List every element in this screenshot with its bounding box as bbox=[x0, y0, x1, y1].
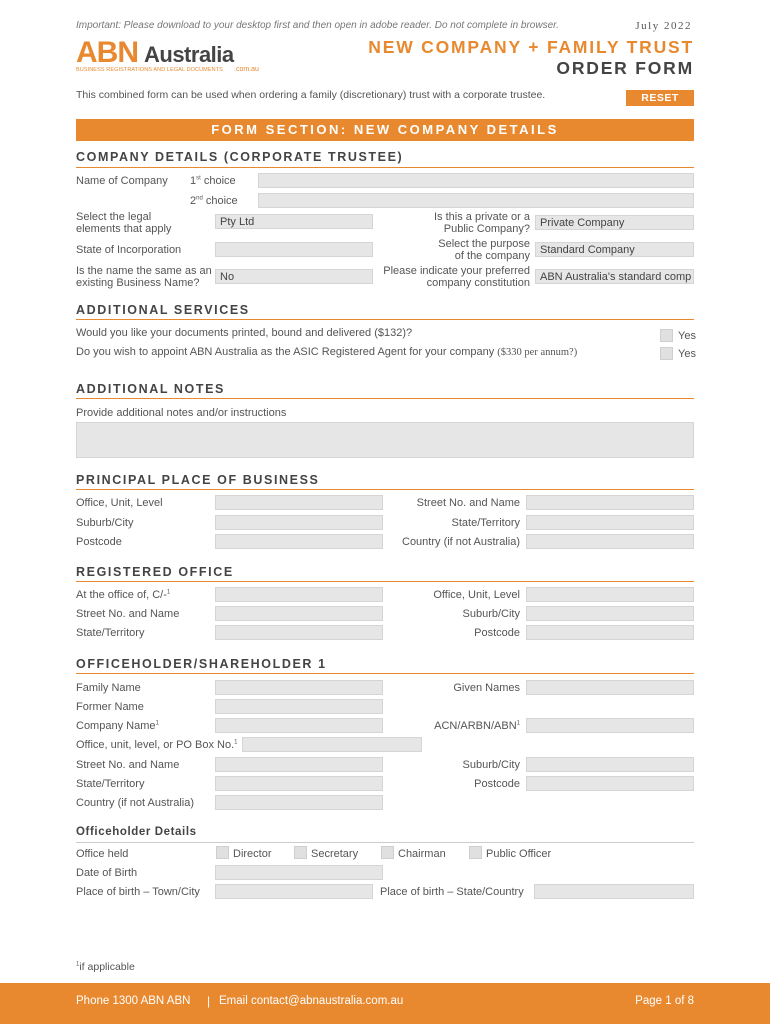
ppb-suburb-input[interactable] bbox=[215, 515, 383, 530]
ro-street-input[interactable] bbox=[215, 606, 383, 621]
logo bbox=[76, 38, 266, 76]
company-name-label: Name of Company bbox=[76, 175, 168, 187]
notes-textarea[interactable] bbox=[76, 422, 694, 458]
reset-button[interactable]: RESET bbox=[626, 90, 694, 106]
legal-elements-label: Select the legal elements that apply bbox=[76, 211, 172, 235]
ppb-suburb-label: Suburb/City bbox=[76, 517, 134, 529]
footnote: $^1$if applicable bbox=[76, 961, 135, 973]
asic-agent-yes: Yes bbox=[678, 348, 696, 360]
section-divider bbox=[76, 581, 694, 582]
same-name-label: Is the name the same as an existing Business Name? bbox=[76, 265, 212, 289]
purpose-label: Select the purpose of the company bbox=[438, 238, 530, 262]
private-public-select[interactable]: Private Company bbox=[535, 215, 694, 230]
oh-family-name-label: Family Name bbox=[76, 682, 141, 694]
ppb-country-input[interactable] bbox=[526, 534, 694, 549]
asic-agent-checkbox[interactable] bbox=[660, 347, 673, 360]
footer-email[interactable]: Email contact@abnaustralia.com.au bbox=[219, 995, 404, 1007]
ro-office-label: Office, Unit, Level bbox=[433, 589, 520, 601]
state-incorporation-label: State of Incorporation bbox=[76, 244, 182, 256]
oh-street-label: Street No. and Name bbox=[76, 759, 180, 771]
asic-agent-question: Do you wish to appoint ABN Australia as the ASIC Registered Agent for your company ($330 per annum?) bbox=[76, 346, 578, 358]
role-secretary-checkbox[interactable] bbox=[294, 846, 307, 859]
section-divider bbox=[76, 319, 694, 320]
company-name-choice2-input[interactable] bbox=[258, 193, 694, 208]
state-incorporation-select[interactable] bbox=[215, 242, 373, 257]
constitution-select[interactable]: ABN Australia's standard comp bbox=[535, 269, 694, 284]
birth-state-label: Place of birth – State/Country bbox=[380, 886, 524, 898]
ppb-office-label: Office, Unit, Level bbox=[76, 497, 163, 509]
ppb-state-input[interactable] bbox=[526, 515, 694, 530]
purpose-select[interactable]: Standard Company bbox=[535, 242, 694, 257]
oh-postcode-input[interactable] bbox=[526, 776, 694, 791]
form-title-line2: ORDER FORM bbox=[556, 58, 694, 78]
ro-at-office-label: At the office of, C/-$^1$ bbox=[76, 589, 171, 601]
birth-state-input[interactable] bbox=[534, 884, 694, 899]
section-divider bbox=[76, 398, 694, 399]
role-director-label: Director bbox=[233, 848, 272, 860]
additional-notes-heading: ADDITIONAL NOTES bbox=[76, 382, 225, 396]
ppb-postcode-label: Postcode bbox=[76, 536, 122, 548]
oh-former-name-label: Former Name bbox=[76, 701, 144, 713]
ppb-country-label: Country (if not Australia) bbox=[402, 536, 520, 548]
oh-acn-input[interactable] bbox=[526, 718, 694, 733]
same-name-select[interactable]: No bbox=[215, 269, 373, 284]
oh-country-label: Country (if not Australia) bbox=[76, 797, 194, 809]
print-bind-question: Would you like your documents printed, bound and delivered ($132)? bbox=[76, 327, 413, 339]
ro-state-label: State/Territory bbox=[76, 627, 145, 639]
oh-suburb-input[interactable] bbox=[526, 757, 694, 772]
role-chairman-checkbox[interactable] bbox=[381, 846, 394, 859]
intro-text: This combined form can be used when ordering a family (discretionary) trust with a corporate trustee. bbox=[76, 89, 546, 101]
section-divider bbox=[76, 167, 694, 168]
print-bind-yes: Yes bbox=[678, 330, 696, 342]
office-held-label: Office held bbox=[76, 848, 129, 860]
ro-state-input[interactable] bbox=[215, 625, 383, 640]
download-notice: Important: Please download to your desktop first and then open in adobe reader. Do not complete in browser. bbox=[76, 20, 559, 31]
oh-company-name-label: Company Name$^1$ bbox=[76, 720, 159, 732]
officeholder-heading: OFFICEHOLDER/SHAREHOLDER 1 bbox=[76, 657, 327, 671]
footer-page-number: Page 1 of 8 bbox=[635, 995, 694, 1007]
logo-abn: ABN bbox=[76, 36, 138, 69]
oh-given-names-label: Given Names bbox=[453, 682, 520, 694]
oh-office-input[interactable] bbox=[242, 737, 422, 752]
ro-street-label: Street No. and Name bbox=[76, 608, 180, 620]
choice1-label: 1st choice bbox=[190, 175, 236, 187]
ro-suburb-input[interactable] bbox=[526, 606, 694, 621]
role-public-officer-label: Public Officer bbox=[486, 848, 552, 860]
logo-australia: Australia bbox=[144, 42, 234, 67]
section-divider bbox=[76, 489, 694, 490]
oh-street-input[interactable] bbox=[215, 757, 383, 772]
ro-suburb-label: Suburb/City bbox=[462, 608, 520, 620]
oh-acn-label: ACN/ARBN/ABN$^1$ bbox=[434, 720, 520, 732]
oh-state-input[interactable] bbox=[215, 776, 383, 791]
ppb-office-input[interactable] bbox=[215, 495, 383, 510]
constitution-label: Please indicate your preferred company constitution bbox=[383, 265, 530, 289]
notes-label: Provide additional notes and/or instructions bbox=[76, 407, 287, 419]
dob-label: Date of Birth bbox=[76, 867, 138, 879]
company-name-choice1-input[interactable] bbox=[258, 173, 694, 188]
private-public-label: Is this a private or a Public Company? bbox=[434, 211, 530, 235]
oh-office-label: Office, unit, level, or PO Box No.$^1$ bbox=[76, 739, 238, 751]
ppb-street-label: Street No. and Name bbox=[416, 497, 520, 509]
logo-tagline: BUSINESS REGISTRATIONS AND LEGAL DOCUMENTS bbox=[76, 67, 223, 73]
footer-phone: Phone 1300 ABN ABN bbox=[76, 995, 191, 1007]
ro-postcode-input[interactable] bbox=[526, 625, 694, 640]
oh-suburb-label: Suburb/City bbox=[462, 759, 520, 771]
ro-postcode-label: Postcode bbox=[474, 627, 520, 639]
ppb-postcode-input[interactable] bbox=[215, 534, 383, 549]
role-director-checkbox[interactable] bbox=[216, 846, 229, 859]
footer-bar bbox=[0, 983, 770, 1024]
dob-input[interactable] bbox=[215, 865, 383, 880]
oh-given-names-input[interactable] bbox=[526, 680, 694, 695]
legal-elements-select[interactable]: Pty Ltd bbox=[215, 214, 373, 229]
birth-town-label: Place of birth – Town/City bbox=[76, 886, 200, 898]
officeholder-details-heading: Officeholder Details bbox=[76, 826, 197, 838]
oh-company-name-input[interactable] bbox=[215, 718, 383, 733]
oh-country-input[interactable] bbox=[215, 795, 383, 810]
form-date: July 2022 bbox=[635, 20, 692, 32]
print-bind-checkbox[interactable] bbox=[660, 329, 673, 342]
oh-family-name-input[interactable] bbox=[215, 680, 383, 695]
section-divider bbox=[76, 673, 694, 674]
birth-town-input[interactable] bbox=[215, 884, 373, 899]
ro-office-input[interactable] bbox=[526, 587, 694, 602]
footer-separator: | bbox=[207, 994, 211, 1008]
subsection-divider bbox=[76, 842, 694, 843]
role-public-officer-checkbox[interactable] bbox=[469, 846, 482, 859]
form-title-line1: NEW COMPANY + FAMILY TRUST bbox=[368, 37, 694, 57]
oh-postcode-label: Postcode bbox=[474, 778, 520, 790]
ro-at-office-input[interactable] bbox=[215, 587, 383, 602]
role-secretary-label: Secretary bbox=[311, 848, 359, 860]
principal-place-heading: PRINCIPAL PLACE OF BUSINESS bbox=[76, 473, 320, 487]
logo-domain: .com.au bbox=[234, 66, 259, 73]
additional-services-heading: ADDITIONAL SERVICES bbox=[76, 303, 250, 317]
company-details-heading: COMPANY DETAILS (CORPORATE TRUSTEE) bbox=[76, 150, 404, 164]
choice2-label: 2nd choice bbox=[190, 195, 238, 207]
role-chairman-label: Chairman bbox=[398, 848, 446, 860]
oh-state-label: State/Territory bbox=[76, 778, 145, 790]
ppb-street-input[interactable] bbox=[526, 495, 694, 510]
ppb-state-label: State/Territory bbox=[451, 517, 520, 529]
oh-former-name-input[interactable] bbox=[215, 699, 383, 714]
form-section-banner: FORM SECTION: NEW COMPANY DETAILS bbox=[76, 119, 694, 141]
registered-office-heading: REGISTERED OFFICE bbox=[76, 565, 234, 579]
